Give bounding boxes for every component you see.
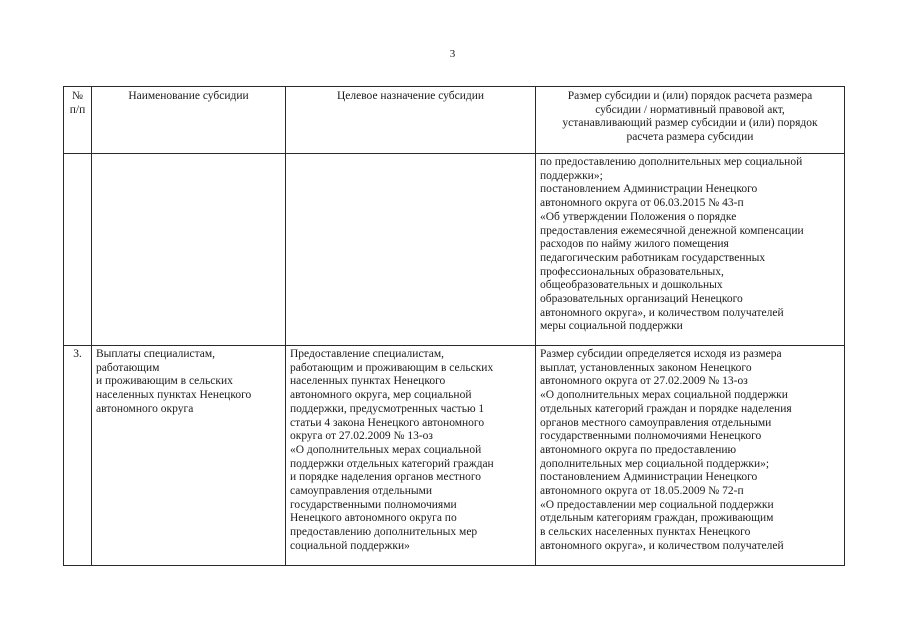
header-name-line: Наименование субсидии	[128, 90, 249, 102]
text-line: автономного округа	[96, 402, 194, 415]
text-line: «О предоставлении мер социальной поддержки	[540, 498, 774, 511]
text-line: социальной поддержки»	[290, 539, 410, 552]
text-line: «О дополнительных мерах социальной	[290, 443, 482, 456]
text-line: государственными полномочиями	[290, 498, 457, 511]
text-line: автономного округа от 18.05.2009 № 72-п	[540, 485, 744, 498]
cell-size-continuation	[536, 154, 845, 346]
text-line: предоставлению дополнительных мер	[290, 526, 478, 539]
text-line: образовательных организаций Ненецкого	[540, 293, 743, 306]
text-line: «О дополнительных мерах социальной поддержки	[540, 389, 788, 402]
text-line: округа от 27.02.2009 № 13-оз	[290, 430, 433, 443]
text-line: автономного округа», и количеством получателей	[540, 306, 784, 319]
text-line: автономного округа от 27.02.2009 № 13-оз	[540, 375, 748, 388]
header-purpose-line: Целевое назначение субсидии	[336, 90, 485, 102]
header-num	[64, 87, 92, 154]
header-num-line: №	[72, 90, 83, 102]
table-row-3	[64, 346, 845, 566]
header-purpose	[286, 87, 536, 154]
cell-name-empty	[92, 154, 286, 346]
header-size-line: устанавливающий размер субсидии и (или) порядок	[562, 117, 818, 130]
header-size	[536, 87, 845, 154]
text-line: постановлением Администрации Ненецкого	[540, 183, 758, 196]
text-line: и порядке наделения органов местного	[290, 471, 482, 484]
cell-num-empty	[64, 154, 92, 346]
text-line: работающим	[96, 361, 160, 374]
text-line: населенных пунктах Ненецкого	[290, 375, 446, 388]
text-line: дополнительных мер социальной поддержки»;	[540, 457, 770, 470]
table-row-continuation	[64, 154, 845, 346]
cell-purpose-empty	[286, 154, 536, 346]
text-line: отдельным категориям граждан, проживающим	[540, 512, 774, 525]
text-line: педагогическим работникам государственных	[540, 251, 766, 264]
text-line: автономного округа от 06.03.2015 № 43-п	[540, 197, 744, 210]
header-size-line: субсидии / нормативный правовой акт,	[595, 103, 785, 116]
text-line: предоставления ежемесячной денежной компенсации	[540, 224, 804, 237]
text-line: Выплаты специалистам,	[96, 348, 216, 360]
text-line: по предоставлению дополнительных мер социальной	[540, 156, 803, 168]
page-number: 3	[449, 48, 456, 60]
header-name	[92, 87, 286, 154]
text-line: поддержки отдельных категорий граждан	[290, 457, 494, 470]
text-line: автономного округа», и количеством получателей	[540, 539, 784, 552]
text-line: расходов по найму жилого помещения	[540, 238, 729, 251]
cell-size	[536, 346, 845, 566]
text-line: поддержки»;	[540, 169, 603, 182]
text-line: статьи 4 закона Ненецкого автономного	[290, 416, 485, 429]
text-line: профессиональных образовательных,	[540, 265, 724, 278]
header-size-line: расчета размера субсидии	[626, 131, 754, 144]
header-num-line: п/п	[69, 103, 86, 116]
text-line: государственными полномочиями Ненецкого	[540, 430, 762, 443]
text-line: выплат, установленных законом Ненецкого	[540, 361, 752, 374]
text-line: в сельских населенных пунктах Ненецкого	[540, 526, 751, 539]
row-number: 3.	[73, 348, 82, 360]
text-line: отдельных категорий граждан и порядке наделения	[540, 402, 792, 415]
text-line: Размер субсидии определяется исходя из размера	[540, 348, 782, 360]
table-header-row	[64, 87, 845, 154]
text-line: самоуправления отдельными	[290, 485, 433, 498]
text-line: поддержки, предусмотренных частью 1	[290, 402, 485, 415]
text-line: автономного округа, мер социальной	[290, 389, 472, 402]
text-line: общеобразовательных и дошкольных	[540, 279, 723, 292]
text-line: меры социальной поддержки	[540, 320, 683, 333]
text-line: населенных пунктах Ненецкого	[96, 389, 252, 402]
cell-num	[64, 346, 92, 566]
header-size-line: Размер субсидии и (или) порядок расчета размера	[567, 90, 813, 102]
cell-name	[92, 346, 286, 566]
text-line: органов местного самоуправления отдельными	[540, 416, 772, 429]
text-line: «Об утверждении Положения о порядке	[540, 210, 737, 223]
cell-purpose	[286, 346, 536, 566]
text-line: автономного округа по предоставлению	[540, 443, 737, 456]
text-line: работающим и проживающим в сельских	[290, 361, 494, 374]
text-line: Ненецкого автономного округа по	[290, 512, 457, 525]
text-line: и проживающим в сельских	[96, 375, 233, 388]
text-line: Предоставление специалистам,	[290, 348, 444, 360]
text-line: постановлением Администрации Ненецкого	[540, 471, 758, 484]
subsidy-table	[63, 86, 845, 566]
